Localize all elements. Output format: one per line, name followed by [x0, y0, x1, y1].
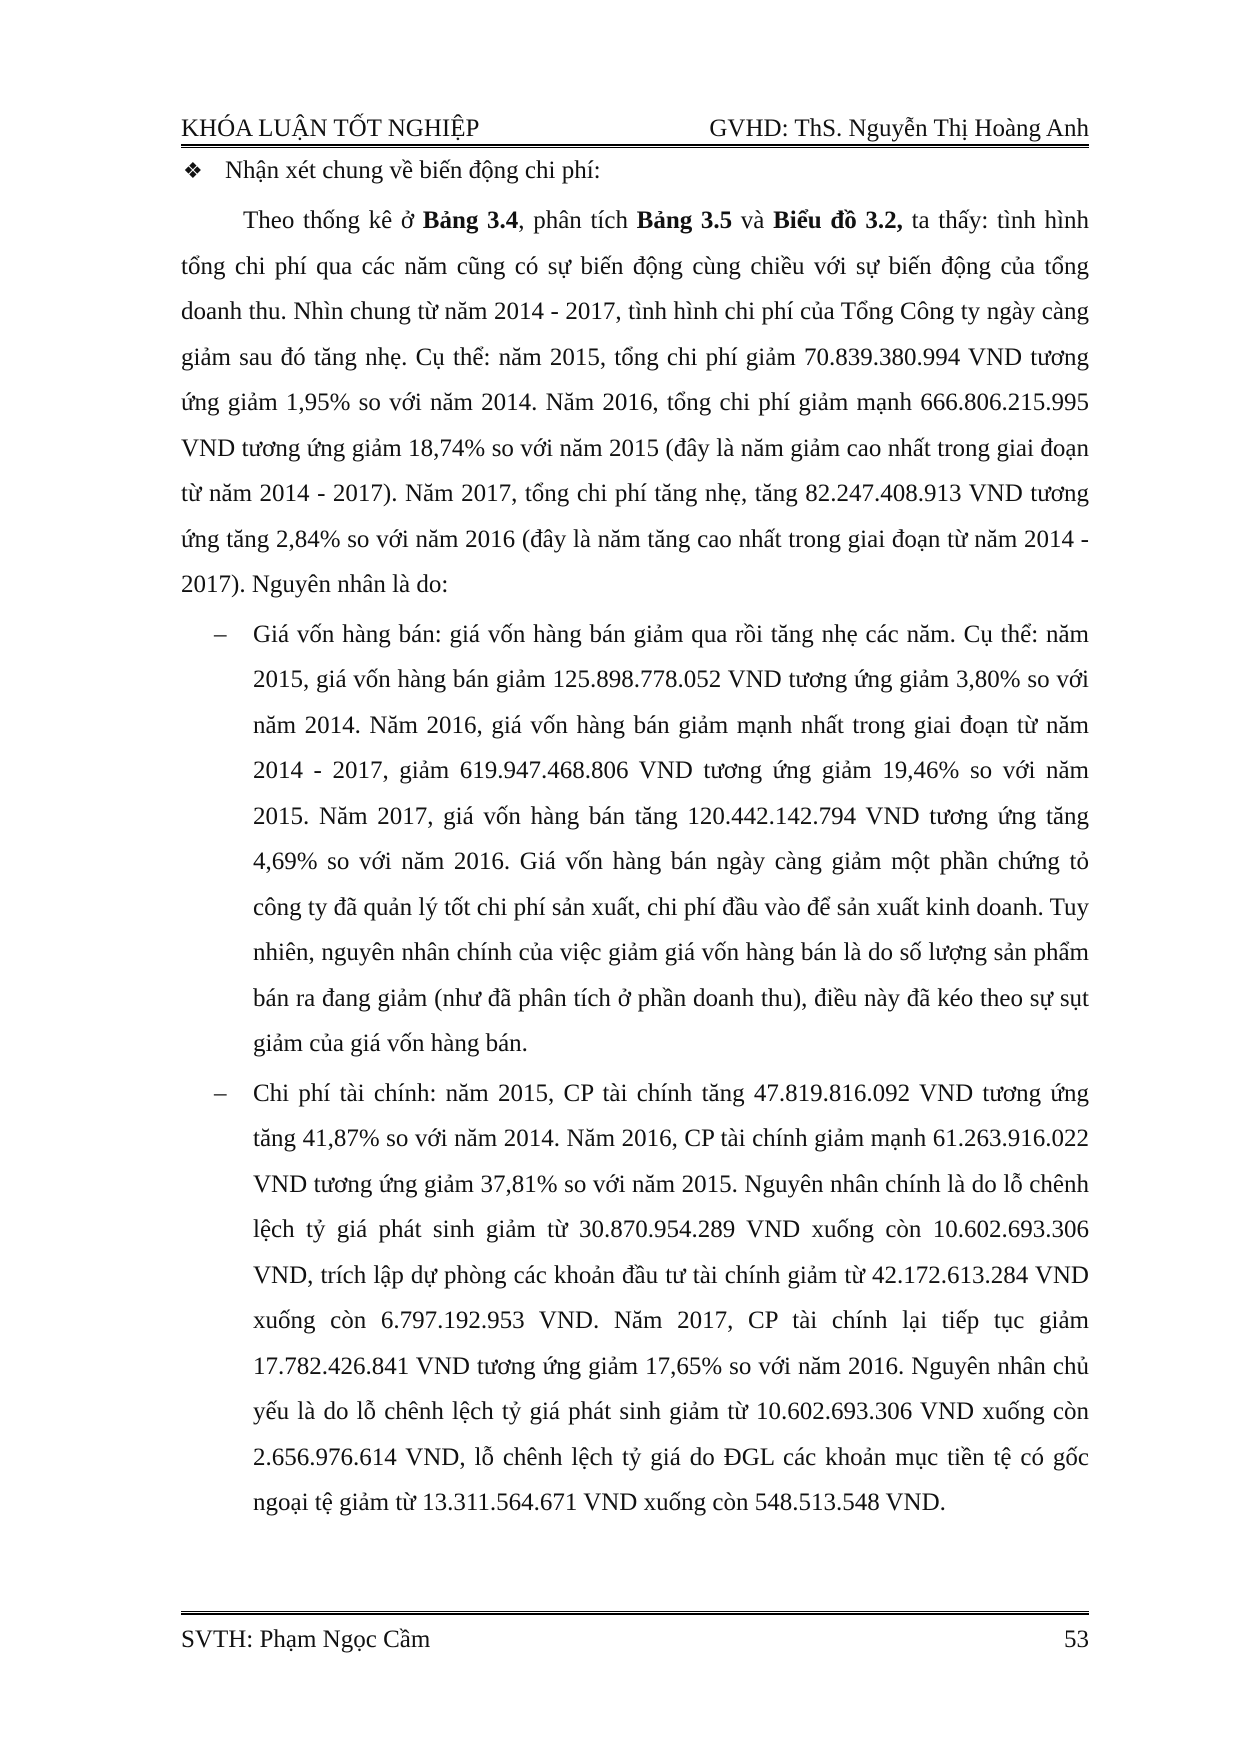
section-heading — [181, 150, 1089, 192]
intro-text-2: , phân tích — [518, 207, 637, 234]
header-advisor: GVHD: ThS. Nguyễn Thị Hoàng Anh — [709, 115, 1089, 142]
intro-paragraph — [181, 198, 1089, 608]
list-item — [181, 1071, 1089, 1526]
list-item-text: Giá vốn hàng bán: giá vốn hàng bán giảm qua rồi tăng nhẹ các năm. Cụ thể: năm 2015, giá vốn hàng bán giảm 125.898.778.052 VND tương ứng giảm 3,80% so với năm 2014. Năm 2016, giá vốn hàng bán giảm mạnh nhất trong giai đoạn từ năm 2014 - 2017, giảm 619.947.468.806 VND tương ứng giảm 19,46% so với năm 2015. Năm 2017, giá vốn hàng bán tăng 120.442.142.794 VND tương ứng tăng 4,69% so với năm 2016. Giá vốn hàng bán ngày càng giảm một phần chứng tỏ công ty đã quản lý tốt chi phí sản xuất, chi phí đầu vào để sản xuất kinh doanh. Tuy nhiên, nguyên nhân chính của việc giảm giá vốn hàng bán là do số lượng sản phẩm bán ra đang giảm (như đã phân tích ở phần doanh thu), điều này đã kéo theo sự sụt giảm của giá vốn hàng bán. — [253, 620, 1089, 1057]
intro-text-1: Theo thống kê ở — [243, 207, 423, 234]
footer-rule — [181, 1611, 1089, 1615]
page-body — [181, 150, 1089, 1526]
list-item — [181, 612, 1089, 1067]
table-ref-3-5: Bảng 3.5 — [636, 207, 733, 234]
page-number: 53 — [1064, 1626, 1089, 1653]
intro-text-3: và — [732, 207, 774, 234]
footer-student: SVTH: Phạm Ngọc Cầm — [181, 1626, 431, 1653]
page-footer — [181, 1622, 1089, 1658]
page-header — [181, 104, 1089, 144]
dash-bullet-icon: – — [214, 1079, 227, 1107]
header-title: KHÓA LUẬN TỐT NGHIỆP — [181, 115, 480, 142]
table-ref-3-4: Bảng 3.4 — [422, 207, 519, 234]
diamond-bullet-icon: ❖ — [183, 158, 203, 183]
header-rule — [181, 144, 1089, 148]
dash-bullet-icon: – — [214, 620, 227, 648]
section-heading-text: Nhận xét chung về biến động chi phí: — [225, 157, 601, 184]
chart-ref-3-2: Biểu đồ 3.2, — [773, 207, 903, 234]
list-item-text: Chi phí tài chính: năm 2015, CP tài chính tăng 47.819.816.092 VND tương ứng tăng 41,87% so với năm 2014. Năm 2016, CP tài chính giảm mạnh 61.263.916.022 VND tương ứng giảm 37,81% so với năm 2015. Nguyên nhân chính là do lỗ chênh lệch tỷ giá phát sinh giảm từ 30.870.954.289 VND xuống còn 10.602.693.306 VND, trích lập dự phòng các khoản đầu tư tài chính giảm từ 42.172.613.284 VND xuống còn 6.797.192.953 VND. Năm 2017, CP tài chính lại tiếp tục giảm 17.782.426.841 VND tương ứng giảm 17,65% so với năm 2016. Nguyên nhân chủ yếu là do lỗ chênh lệch tỷ giá phát sinh giảm từ 10.602.693.306 VND xuống còn 2.656.976.614 VND, lỗ chênh lệch tỷ giá do ĐGL các khoản mục tiền tệ có gốc ngoại tệ giảm từ 13.311.564.671 VND xuống còn 548.513.548 VND. — [253, 1079, 1089, 1516]
intro-text-4: ta thấy: tình hình tổng chi phí qua các năm cũng có sự biến động cùng chiều với sự biến động của tổng doanh thu. Nhìn chung từ năm 2014 - 2017, tình hình chi phí của Tổng Công ty ngày càng giảm sau đó tăng nhẹ. Cụ thể: năm 2015, tổng chi phí giảm 70.839.380.994 VND tương ứng giảm 1,95% so với năm 2014. Năm 2016, tổng chi phí giảm mạnh 666.806.215.995 VND tương ứng giảm 18,74% so với năm 2015 (đây là năm giảm cao nhất trong giai đoạn từ năm 2014 - 2017). Năm 2017, tổng chi phí tăng nhẹ, tăng 82.247.408.913 VND tương ứng tăng 2,84% so với năm 2016 (đây là năm tăng cao nhất trong giai đoạn từ năm 2014 - 2017). Nguyên nhân là do: — [181, 207, 1089, 598]
